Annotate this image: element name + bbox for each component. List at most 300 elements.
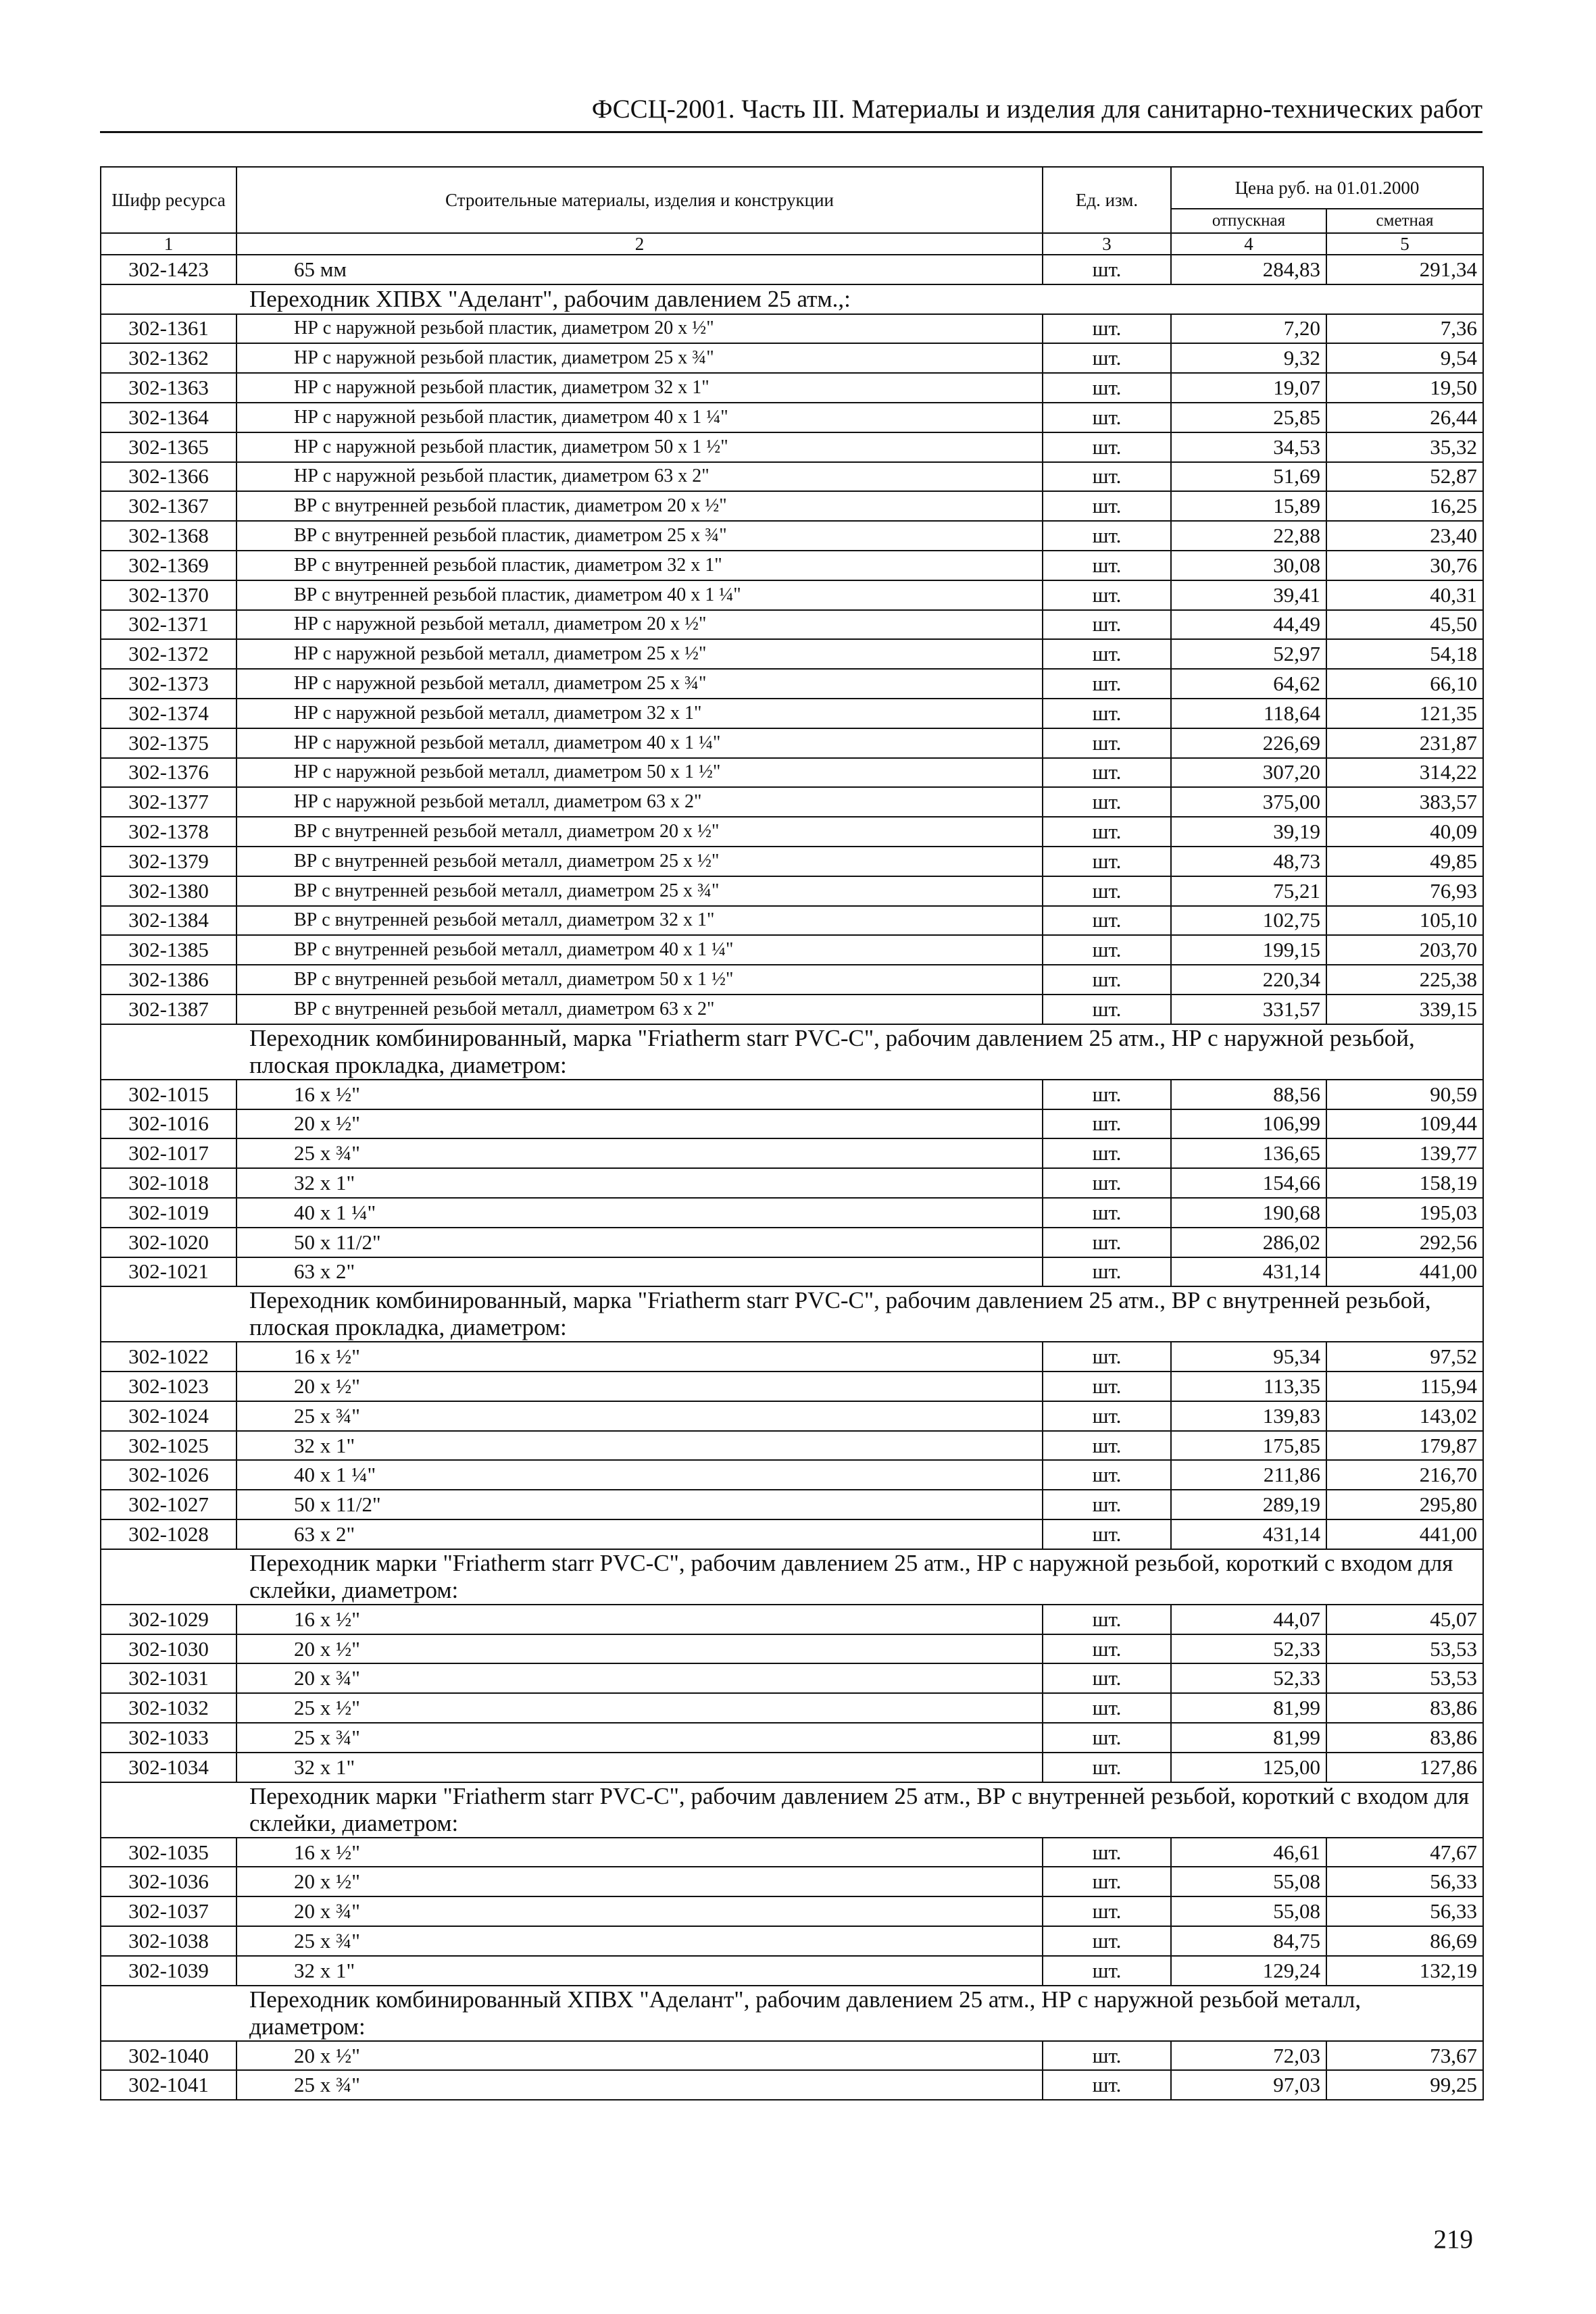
- resource-code: 302-1016: [101, 1109, 236, 1139]
- material-name: 16 х ½": [236, 1080, 1043, 1109]
- price-estimate: 26,44: [1326, 403, 1483, 432]
- unit-cell: шт.: [1043, 403, 1171, 432]
- price-release: 46,61: [1171, 1838, 1326, 1867]
- table-row: [101, 995, 1483, 1024]
- col-number: 4: [1171, 233, 1326, 255]
- unit-cell: шт.: [1043, 1168, 1171, 1198]
- table-row: [101, 1372, 1483, 1401]
- price-release: 19,07: [1171, 373, 1326, 403]
- unit-cell: шт.: [1043, 906, 1171, 936]
- resource-code: 302-1374: [101, 699, 236, 728]
- price-estimate: 56,33: [1326, 1867, 1483, 1896]
- table-row: [101, 1867, 1483, 1896]
- price-estimate: 66,10: [1326, 669, 1483, 699]
- price-release: 52,33: [1171, 1663, 1326, 1693]
- material-name: 32 х 1": [236, 1431, 1043, 1461]
- price-release: 154,66: [1171, 1168, 1326, 1198]
- resource-code: 302-1379: [101, 847, 236, 876]
- col-header-code: Шифр ресурса: [101, 167, 236, 233]
- price-estimate: 86,69: [1326, 1926, 1483, 1956]
- price-release: 72,03: [1171, 2041, 1326, 2071]
- material-name: 32 х 1": [236, 1956, 1043, 1986]
- price-release: 55,08: [1171, 1896, 1326, 1926]
- unit-cell: шт.: [1043, 491, 1171, 521]
- table-row: [101, 1693, 1483, 1723]
- group-title: Переходник комбинированный, марка "Friatherm starr PVC-C", рабочим давлением 25 атм., НР с наружной резьбой, плоская прокладка, диаметром:: [101, 1024, 1483, 1080]
- group-title: Переходник комбинированный, марка "Friatherm starr PVC-C", рабочим давлением 25 атм., ВР с внутренней резьбой, плоская прокладка, диаметром:: [101, 1286, 1483, 1342]
- table-row: [101, 935, 1483, 965]
- price-release: 113,35: [1171, 1372, 1326, 1401]
- material-name: 25 х ¾": [236, 1926, 1043, 1956]
- group-header-row: [101, 1286, 1483, 1342]
- group-header-row: [101, 1782, 1483, 1838]
- unit-cell: шт.: [1043, 728, 1171, 758]
- resource-code: 302-1024: [101, 1401, 236, 1431]
- table-row: [101, 1198, 1483, 1228]
- resource-code: 302-1378: [101, 817, 236, 847]
- material-name: ВР с внутренней резьбой пластик, диаметром 25 х ¾": [236, 521, 1043, 551]
- price-estimate: 314,22: [1326, 758, 1483, 788]
- price-estimate: 132,19: [1326, 1956, 1483, 1986]
- unit-cell: шт.: [1043, 1109, 1171, 1139]
- table-row: [101, 758, 1483, 788]
- price-estimate: 441,00: [1326, 1257, 1483, 1287]
- price-estimate: 53,53: [1326, 1663, 1483, 1693]
- price-estimate: 47,67: [1326, 1838, 1483, 1867]
- price-estimate: 76,93: [1326, 876, 1483, 906]
- unit-cell: шт.: [1043, 1372, 1171, 1401]
- col-number: 2: [236, 233, 1043, 255]
- table-row: [101, 343, 1483, 373]
- resource-code: 302-1370: [101, 580, 236, 610]
- group-header-row: [101, 284, 1483, 314]
- unit-cell: шт.: [1043, 995, 1171, 1024]
- price-estimate: 216,70: [1326, 1460, 1483, 1490]
- unit-cell: шт.: [1043, 1663, 1171, 1693]
- resource-code: 302-1365: [101, 432, 236, 462]
- price-estimate: 54,18: [1326, 639, 1483, 669]
- resource-code: 302-1033: [101, 1723, 236, 1753]
- col-number: 1: [101, 233, 236, 255]
- price-release: 211,86: [1171, 1460, 1326, 1490]
- table-row: [101, 255, 1483, 284]
- resource-code: 302-1031: [101, 1663, 236, 1693]
- price-estimate: 203,70: [1326, 935, 1483, 965]
- material-name: ВР с внутренней резьбой пластик, диаметром 32 х 1": [236, 551, 1043, 580]
- resource-code: 302-1017: [101, 1138, 236, 1168]
- col-number: 5: [1326, 233, 1483, 255]
- material-name: НР с наружной резьбой пластик, диаметром 25 х ¾": [236, 343, 1043, 373]
- resource-code: 302-1368: [101, 521, 236, 551]
- material-name: 16 х ½": [236, 1605, 1043, 1634]
- material-name: ВР с внутренней резьбой металл, диаметром 25 х ½": [236, 847, 1043, 876]
- table-row: [101, 906, 1483, 936]
- material-name: НР с наружной резьбой пластик, диаметром 20 х ½": [236, 314, 1043, 344]
- group-header-row: [101, 1986, 1483, 2041]
- price-release: 286,02: [1171, 1228, 1326, 1257]
- table-row: [101, 2070, 1483, 2100]
- material-name: 63 х 2": [236, 1519, 1043, 1549]
- price-estimate: 339,15: [1326, 995, 1483, 1024]
- price-release: 431,14: [1171, 1257, 1326, 1287]
- group-title: Переходник ХПВХ "Аделант", рабочим давлением 25 атм.,:: [101, 284, 1483, 314]
- material-name: 16 х ½": [236, 1342, 1043, 1372]
- resource-code: 302-1019: [101, 1198, 236, 1228]
- unit-cell: шт.: [1043, 1490, 1171, 1519]
- material-name: ВР с внутренней резьбой металл, диаметром 50 х 1 ½": [236, 965, 1043, 995]
- col-header-unit: Ед. изм.: [1043, 167, 1171, 233]
- unit-cell: шт.: [1043, 1753, 1171, 1782]
- price-release: 39,41: [1171, 580, 1326, 610]
- price-release: 102,75: [1171, 906, 1326, 936]
- material-name: 25 х ¾": [236, 1138, 1043, 1168]
- price-estimate: 291,34: [1326, 255, 1483, 284]
- unit-cell: шт.: [1043, 1342, 1171, 1372]
- price-estimate: 45,50: [1326, 610, 1483, 640]
- unit-cell: шт.: [1043, 580, 1171, 610]
- unit-cell: шт.: [1043, 1080, 1171, 1109]
- price-release: 81,99: [1171, 1693, 1326, 1723]
- material-name: 20 х ½": [236, 1109, 1043, 1139]
- price-estimate: 139,77: [1326, 1138, 1483, 1168]
- group-title: Переходник марки "Friatherm starr PVC-C", рабочим давлением 25 атм., НР с наружной резьбой, короткий с входом для склейки, диаметром:: [101, 1549, 1483, 1605]
- unit-cell: шт.: [1043, 1926, 1171, 1956]
- material-name: 50 х 11/2": [236, 1228, 1043, 1257]
- table-row: [101, 1605, 1483, 1634]
- price-estimate: 158,19: [1326, 1168, 1483, 1198]
- resource-code: 302-1018: [101, 1168, 236, 1198]
- resource-code: 302-1372: [101, 639, 236, 669]
- price-release: 125,00: [1171, 1753, 1326, 1782]
- price-estimate: 97,52: [1326, 1342, 1483, 1372]
- resource-code: 302-1384: [101, 906, 236, 936]
- price-release: 284,83: [1171, 255, 1326, 284]
- unit-cell: шт.: [1043, 2070, 1171, 2100]
- material-name: ВР с внутренней резьбой пластик, диаметром 40 х 1 ¼": [236, 580, 1043, 610]
- material-name: 32 х 1": [236, 1168, 1043, 1198]
- material-name: ВР с внутренней резьбой металл, диаметром 25 х ¾": [236, 876, 1043, 906]
- table-row: [101, 2041, 1483, 2071]
- resource-code: 302-1023: [101, 1372, 236, 1401]
- unit-cell: шт.: [1043, 1401, 1171, 1431]
- resource-code: 302-1371: [101, 610, 236, 640]
- price-table: [100, 166, 1484, 2101]
- unit-cell: шт.: [1043, 1693, 1171, 1723]
- table-row: [101, 1109, 1483, 1139]
- price-estimate: 83,86: [1326, 1693, 1483, 1723]
- material-name: 25 х ¾": [236, 1723, 1043, 1753]
- price-release: 118,64: [1171, 699, 1326, 728]
- price-release: 136,65: [1171, 1138, 1326, 1168]
- material-name: НР с наружной резьбой пластик, диаметром 40 х 1 ¼": [236, 403, 1043, 432]
- price-release: 307,20: [1171, 758, 1326, 788]
- price-estimate: 292,56: [1326, 1228, 1483, 1257]
- resource-code: 302-1387: [101, 995, 236, 1024]
- price-estimate: 99,25: [1326, 2070, 1483, 2100]
- material-name: 20 х ¾": [236, 1663, 1043, 1693]
- resource-code: 302-1025: [101, 1431, 236, 1461]
- table-row: [101, 432, 1483, 462]
- price-release: 15,89: [1171, 491, 1326, 521]
- unit-cell: шт.: [1043, 1896, 1171, 1926]
- unit-cell: шт.: [1043, 1431, 1171, 1461]
- material-name: 63 х 2": [236, 1257, 1043, 1287]
- unit-cell: шт.: [1043, 1198, 1171, 1228]
- price-release: 52,97: [1171, 639, 1326, 669]
- material-name: НР с наружной резьбой пластик, диаметром 50 х 1 ½": [236, 432, 1043, 462]
- price-estimate: 23,40: [1326, 521, 1483, 551]
- price-estimate: 90,59: [1326, 1080, 1483, 1109]
- unit-cell: шт.: [1043, 462, 1171, 492]
- price-release: 199,15: [1171, 935, 1326, 965]
- resource-code: 302-1361: [101, 314, 236, 344]
- unit-cell: шт.: [1043, 1519, 1171, 1549]
- resource-code: 302-1041: [101, 2070, 236, 2100]
- resource-code: 302-1376: [101, 758, 236, 788]
- table-row: [101, 1257, 1483, 1287]
- unit-cell: шт.: [1043, 610, 1171, 640]
- table-row: [101, 817, 1483, 847]
- price-release: 139,83: [1171, 1401, 1326, 1431]
- price-estimate: 115,94: [1326, 1372, 1483, 1401]
- table-row: [101, 1634, 1483, 1664]
- group-header-row: [101, 1549, 1483, 1605]
- price-estimate: 195,03: [1326, 1198, 1483, 1228]
- material-name: НР с наружной резьбой металл, диаметром 25 х ¾": [236, 669, 1043, 699]
- price-release: 129,24: [1171, 1956, 1326, 1986]
- unit-cell: шт.: [1043, 1956, 1171, 1986]
- price-release: 30,08: [1171, 551, 1326, 580]
- table-row: [101, 551, 1483, 580]
- material-name: ВР с внутренней резьбой металл, диаметром 32 х 1": [236, 906, 1043, 936]
- unit-cell: шт.: [1043, 1138, 1171, 1168]
- unit-cell: шт.: [1043, 314, 1171, 344]
- unit-cell: шт.: [1043, 876, 1171, 906]
- price-estimate: 35,32: [1326, 432, 1483, 462]
- price-release: 75,21: [1171, 876, 1326, 906]
- material-name: 32 х 1": [236, 1753, 1043, 1782]
- unit-cell: шт.: [1043, 1838, 1171, 1867]
- table-row: [101, 610, 1483, 640]
- resource-code: 302-1034: [101, 1753, 236, 1782]
- material-name: ВР с внутренней резьбой металл, диаметром 63 х 2": [236, 995, 1043, 1024]
- unit-cell: шт.: [1043, 965, 1171, 995]
- table-row: [101, 1838, 1483, 1867]
- table-row: [101, 639, 1483, 669]
- price-release: 331,57: [1171, 995, 1326, 1024]
- table-row: [101, 314, 1483, 344]
- resource-code: 302-1423: [101, 255, 236, 284]
- resource-code: 302-1367: [101, 491, 236, 521]
- unit-cell: шт.: [1043, 758, 1171, 788]
- unit-cell: шт.: [1043, 255, 1171, 284]
- price-release: 95,34: [1171, 1342, 1326, 1372]
- unit-cell: шт.: [1043, 1257, 1171, 1287]
- table-row: [101, 1956, 1483, 1986]
- unit-cell: шт.: [1043, 817, 1171, 847]
- price-estimate: 225,38: [1326, 965, 1483, 995]
- unit-cell: шт.: [1043, 373, 1171, 403]
- unit-cell: шт.: [1043, 1460, 1171, 1490]
- table-row: [101, 847, 1483, 876]
- table-body: [101, 255, 1483, 2100]
- price-release: 175,85: [1171, 1431, 1326, 1461]
- page-number: 219: [1433, 2225, 1473, 2254]
- price-release: 44,07: [1171, 1605, 1326, 1634]
- table-row: [101, 1431, 1483, 1461]
- price-estimate: 7,36: [1326, 314, 1483, 344]
- price-release: 375,00: [1171, 787, 1326, 817]
- table-row: [101, 1080, 1483, 1109]
- resource-code: 302-1028: [101, 1519, 236, 1549]
- material-name: ВР с внутренней резьбой пластик, диаметром 20 х ½": [236, 491, 1043, 521]
- price-estimate: 231,87: [1326, 728, 1483, 758]
- resource-code: 302-1385: [101, 935, 236, 965]
- table-row: [101, 1228, 1483, 1257]
- resource-code: 302-1035: [101, 1838, 236, 1867]
- unit-cell: шт.: [1043, 1228, 1171, 1257]
- price-estimate: 40,31: [1326, 580, 1483, 610]
- table-row: [101, 491, 1483, 521]
- resource-code: 302-1373: [101, 669, 236, 699]
- resource-code: 302-1037: [101, 1896, 236, 1926]
- table-row: [101, 1490, 1483, 1519]
- price-release: 9,32: [1171, 343, 1326, 373]
- price-estimate: 53,53: [1326, 1634, 1483, 1664]
- unit-cell: шт.: [1043, 787, 1171, 817]
- price-release: 52,33: [1171, 1634, 1326, 1664]
- resource-code: 302-1377: [101, 787, 236, 817]
- unit-cell: шт.: [1043, 432, 1171, 462]
- col-header-name: Строительные материалы, изделия и конструкции: [236, 167, 1043, 233]
- group-title: Переходник марки "Friatherm starr PVC-C", рабочим давлением 25 атм., ВР с внутренней резьбой, короткий с входом для склейки, диаметром:: [101, 1782, 1483, 1838]
- resource-code: 302-1375: [101, 728, 236, 758]
- unit-cell: шт.: [1043, 343, 1171, 373]
- table-row: [101, 1401, 1483, 1431]
- material-name: НР с наружной резьбой пластик, диаметром 63 х 2": [236, 462, 1043, 492]
- price-release: 220,34: [1171, 965, 1326, 995]
- unit-cell: шт.: [1043, 521, 1171, 551]
- price-estimate: 9,54: [1326, 343, 1483, 373]
- price-release: 34,53: [1171, 432, 1326, 462]
- material-name: 25 х ¾": [236, 1401, 1043, 1431]
- price-release: 48,73: [1171, 847, 1326, 876]
- resource-code: 302-1032: [101, 1693, 236, 1723]
- unit-cell: шт.: [1043, 2041, 1171, 2071]
- unit-cell: шт.: [1043, 639, 1171, 669]
- table-row: [101, 1138, 1483, 1168]
- page-header: ФССЦ-2001. Часть III. Материалы и изделия для санитарно-технических работ: [100, 89, 1482, 133]
- table-row: [101, 669, 1483, 699]
- price-estimate: 30,76: [1326, 551, 1483, 580]
- resource-code: 302-1020: [101, 1228, 236, 1257]
- material-name: НР с наружной резьбой металл, диаметром 25 х ½": [236, 639, 1043, 669]
- resource-code: 302-1362: [101, 343, 236, 373]
- price-estimate: 109,44: [1326, 1109, 1483, 1139]
- group-title: Переходник комбинированный ХПВХ "Аделант", рабочим давлением 25 атм., НР с наружной резьбой металл, диаметром:: [101, 1986, 1483, 2041]
- resource-code: 302-1029: [101, 1605, 236, 1634]
- price-release: 81,99: [1171, 1723, 1326, 1753]
- resource-code: 302-1364: [101, 403, 236, 432]
- price-release: 22,88: [1171, 521, 1326, 551]
- material-name: 25 х ½": [236, 1693, 1043, 1723]
- price-release: 84,75: [1171, 1926, 1326, 1956]
- material-name: НР с наружной резьбой пластик, диаметром 32 х 1": [236, 373, 1043, 403]
- unit-cell: шт.: [1043, 847, 1171, 876]
- material-name: НР с наружной резьбой металл, диаметром 32 х 1": [236, 699, 1043, 728]
- price-estimate: 121,35: [1326, 699, 1483, 728]
- material-name: 50 х 11/2": [236, 1490, 1043, 1519]
- price-release: 25,85: [1171, 403, 1326, 432]
- material-name: НР с наружной резьбой металл, диаметром 20 х ½": [236, 610, 1043, 640]
- table-row: [101, 1519, 1483, 1549]
- resource-code: 302-1022: [101, 1342, 236, 1372]
- resource-code: 302-1363: [101, 373, 236, 403]
- price-estimate: 295,80: [1326, 1490, 1483, 1519]
- unit-cell: шт.: [1043, 1605, 1171, 1634]
- table-row: [101, 1342, 1483, 1372]
- price-estimate: 179,87: [1326, 1431, 1483, 1461]
- material-name: 20 х ½": [236, 2041, 1043, 2071]
- price-estimate: 127,86: [1326, 1753, 1483, 1782]
- unit-cell: шт.: [1043, 551, 1171, 580]
- material-name: НР с наружной резьбой металл, диаметром 63 х 2": [236, 787, 1043, 817]
- material-name: НР с наружной резьбой металл, диаметром 40 х 1 ¼": [236, 728, 1043, 758]
- price-estimate: 143,02: [1326, 1401, 1483, 1431]
- material-name: 25 х ¾": [236, 2070, 1043, 2100]
- resource-code: 302-1027: [101, 1490, 236, 1519]
- material-name: ВР с внутренней резьбой металл, диаметром 20 х ½": [236, 817, 1043, 847]
- table-row: [101, 580, 1483, 610]
- price-release: 55,08: [1171, 1867, 1326, 1896]
- price-release: 289,19: [1171, 1490, 1326, 1519]
- resource-code: 302-1040: [101, 2041, 236, 2071]
- price-estimate: 383,57: [1326, 787, 1483, 817]
- material-name: 20 х ¾": [236, 1896, 1043, 1926]
- material-name: 20 х ½": [236, 1372, 1043, 1401]
- table-row: [101, 1896, 1483, 1926]
- price-estimate: 83,86: [1326, 1723, 1483, 1753]
- price-release: 106,99: [1171, 1109, 1326, 1139]
- col-header-price-release: отпускная: [1171, 209, 1326, 233]
- price-release: 7,20: [1171, 314, 1326, 344]
- price-release: 97,03: [1171, 2070, 1326, 2100]
- table-row: [101, 1168, 1483, 1198]
- col-header-price: Цена руб. на 01.01.2000: [1171, 167, 1483, 209]
- material-name: ВР с внутренней резьбой металл, диаметром 40 х 1 ¼": [236, 935, 1043, 965]
- price-release: 88,56: [1171, 1080, 1326, 1109]
- table-row: [101, 373, 1483, 403]
- resource-code: 302-1030: [101, 1634, 236, 1664]
- table-row: [101, 699, 1483, 728]
- col-header-price-estimate: сметная: [1326, 209, 1483, 233]
- table-row: [101, 521, 1483, 551]
- price-estimate: 49,85: [1326, 847, 1483, 876]
- unit-cell: шт.: [1043, 699, 1171, 728]
- table-row: [101, 1460, 1483, 1490]
- table-row: [101, 787, 1483, 817]
- unit-cell: шт.: [1043, 1634, 1171, 1664]
- table-row: [101, 876, 1483, 906]
- group-header-row: [101, 1024, 1483, 1080]
- resource-code: 302-1015: [101, 1080, 236, 1109]
- price-release: 226,69: [1171, 728, 1326, 758]
- price-release: 64,62: [1171, 669, 1326, 699]
- col-number: 3: [1043, 233, 1171, 255]
- price-release: 431,14: [1171, 1519, 1326, 1549]
- price-release: 51,69: [1171, 462, 1326, 492]
- resource-code: 302-1386: [101, 965, 236, 995]
